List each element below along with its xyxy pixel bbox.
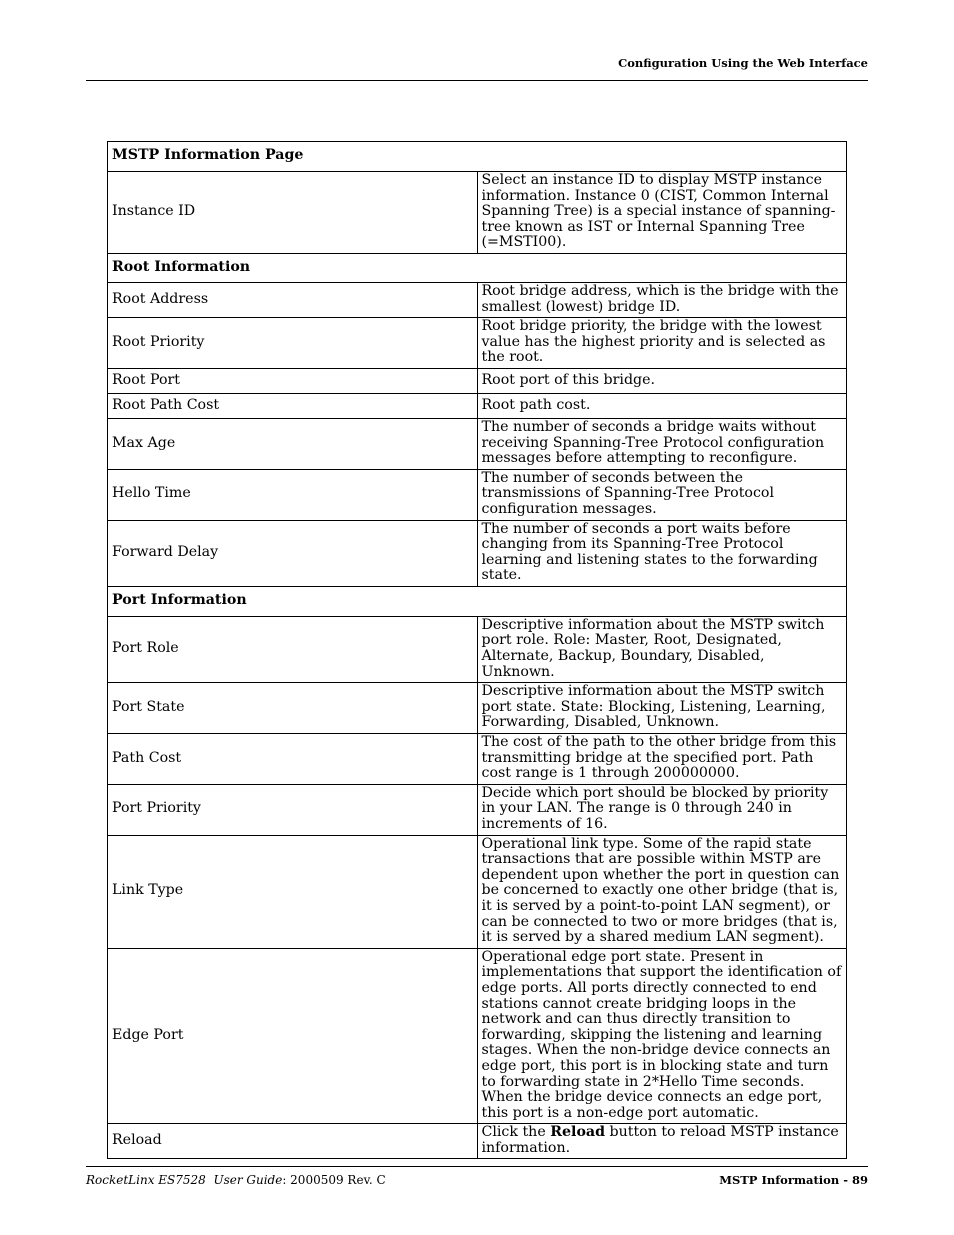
header-divider bbox=[86, 80, 868, 81]
footer-doc-number: : 2000509 Rev. C bbox=[282, 1173, 386, 1187]
row-description: Descriptive information about the MSTP switch port role. Role: Master, Root, Designated, Alternate, Backup, Boundary, Disabled, Unknown. bbox=[477, 616, 847, 682]
row-description: Operational edge port state. Present in implementations that support the identification of edge ports. All ports directly connected to end stations cannot create bridging loops in the network and can thus directly transition to forwarding, skipping the listening and learning stages. When the non-bridge device connects an edge port, this port is in blocking state and turn to forwarding state in 2*Hello Time seconds. When the bridge device connects an edge port, this port is a non-edge port automatic. bbox=[477, 948, 847, 1124]
row-label: Forward Delay bbox=[108, 520, 478, 586]
row-description: Root port of this bridge. bbox=[477, 368, 847, 393]
table-row bbox=[108, 172, 847, 254]
section-row-root bbox=[108, 253, 847, 282]
row-label: Instance ID bbox=[108, 172, 478, 254]
footer-product: RocketLinx ES7528 bbox=[86, 1173, 206, 1187]
row-label: Port State bbox=[108, 683, 478, 734]
table-row bbox=[108, 734, 847, 785]
section-heading-root: Root Information bbox=[108, 253, 847, 282]
table-row bbox=[108, 520, 847, 586]
table-row bbox=[108, 683, 847, 734]
table-row bbox=[108, 393, 847, 418]
table-row bbox=[108, 469, 847, 520]
table-row bbox=[108, 282, 847, 317]
row-label: Root Address bbox=[108, 282, 478, 317]
table-row bbox=[108, 1124, 847, 1159]
footer-document-info bbox=[86, 1173, 386, 1187]
row-label: Edge Port bbox=[108, 948, 478, 1124]
row-label: Root Port bbox=[108, 368, 478, 393]
row-label: Reload bbox=[108, 1124, 478, 1159]
row-label: Path Cost bbox=[108, 734, 478, 785]
footer-divider bbox=[86, 1166, 868, 1167]
row-label: Max Age bbox=[108, 418, 478, 469]
row-description: Decide which port should be blocked by priority in your LAN. The range is 0 through 240 in increments of 16. bbox=[477, 784, 847, 835]
row-description: The cost of the path to the other bridge from this transmitting bridge at the specified port. Path cost range is 1 through 200000000. bbox=[477, 734, 847, 785]
row-description: Root bridge priority, the bridge with the lowest value has the highest priority and is selected as the root. bbox=[477, 318, 847, 369]
footer-guide: User Guide bbox=[213, 1173, 283, 1187]
footer-page-label: MSTP Information - 89 bbox=[719, 1173, 868, 1187]
section-heading-port: Port Information bbox=[108, 586, 847, 616]
row-label: Port Priority bbox=[108, 784, 478, 835]
row-label: Link Type bbox=[108, 835, 478, 948]
row-description bbox=[477, 1124, 847, 1159]
table-row bbox=[108, 318, 847, 369]
row-description: The number of seconds a port waits before changing from its Spanning-Tree Protocol learning and listening states to the forwarding state. bbox=[477, 520, 847, 586]
running-header: Configuration Using the Web Interface bbox=[618, 56, 868, 70]
table-row bbox=[108, 835, 847, 948]
table-row bbox=[108, 948, 847, 1124]
mstp-info-table bbox=[107, 141, 847, 1159]
reload-button-reference: Reload bbox=[550, 1124, 606, 1141]
row-label: Port Role bbox=[108, 616, 478, 682]
reload-desc-after: button to reload MSTP instance information. bbox=[481, 1124, 839, 1156]
row-description: Select an instance ID to display MSTP instance information. Instance 0 (CIST, Common Internal Spanning Tree) is a special instance of spanning-tree known as IST or Internal Spanning Tree (=MSTI00). bbox=[477, 172, 847, 254]
row-description: Descriptive information about the MSTP switch port state. State: Blocking, Listening, Learning, Forwarding, Disabled, Unknown. bbox=[477, 683, 847, 734]
row-label: Hello Time bbox=[108, 469, 478, 520]
table-row bbox=[108, 616, 847, 682]
row-label: Root Path Cost bbox=[108, 393, 478, 418]
table-row bbox=[108, 368, 847, 393]
row-description: Root bridge address, which is the bridge with the smallest (lowest) bridge ID. bbox=[477, 282, 847, 317]
row-label: Root Priority bbox=[108, 318, 478, 369]
table-row bbox=[108, 418, 847, 469]
row-description: The number of seconds between the transmissions of Spanning-Tree Protocol configuration messages. bbox=[477, 469, 847, 520]
section-row-port bbox=[108, 586, 847, 616]
row-description: The number of seconds a bridge waits without receiving Spanning-Tree Protocol configuration messages before attempting to reconfigure. bbox=[477, 418, 847, 469]
row-description: Root path cost. bbox=[477, 393, 847, 418]
table-row bbox=[108, 784, 847, 835]
table-title-row bbox=[108, 142, 847, 172]
reload-desc-before: Click the bbox=[481, 1124, 551, 1141]
row-description: Operational link type. Some of the rapid state transactions that are possible within MSTP are dependent upon whether the port in question can be concerned to exactly one other bridge (that is, it is served by a point-to-point LAN segment), or can be connected to two or more bridges (that is, it is served by a shared medium LAN segment). bbox=[477, 835, 847, 948]
table-title: MSTP Information Page bbox=[108, 142, 847, 172]
